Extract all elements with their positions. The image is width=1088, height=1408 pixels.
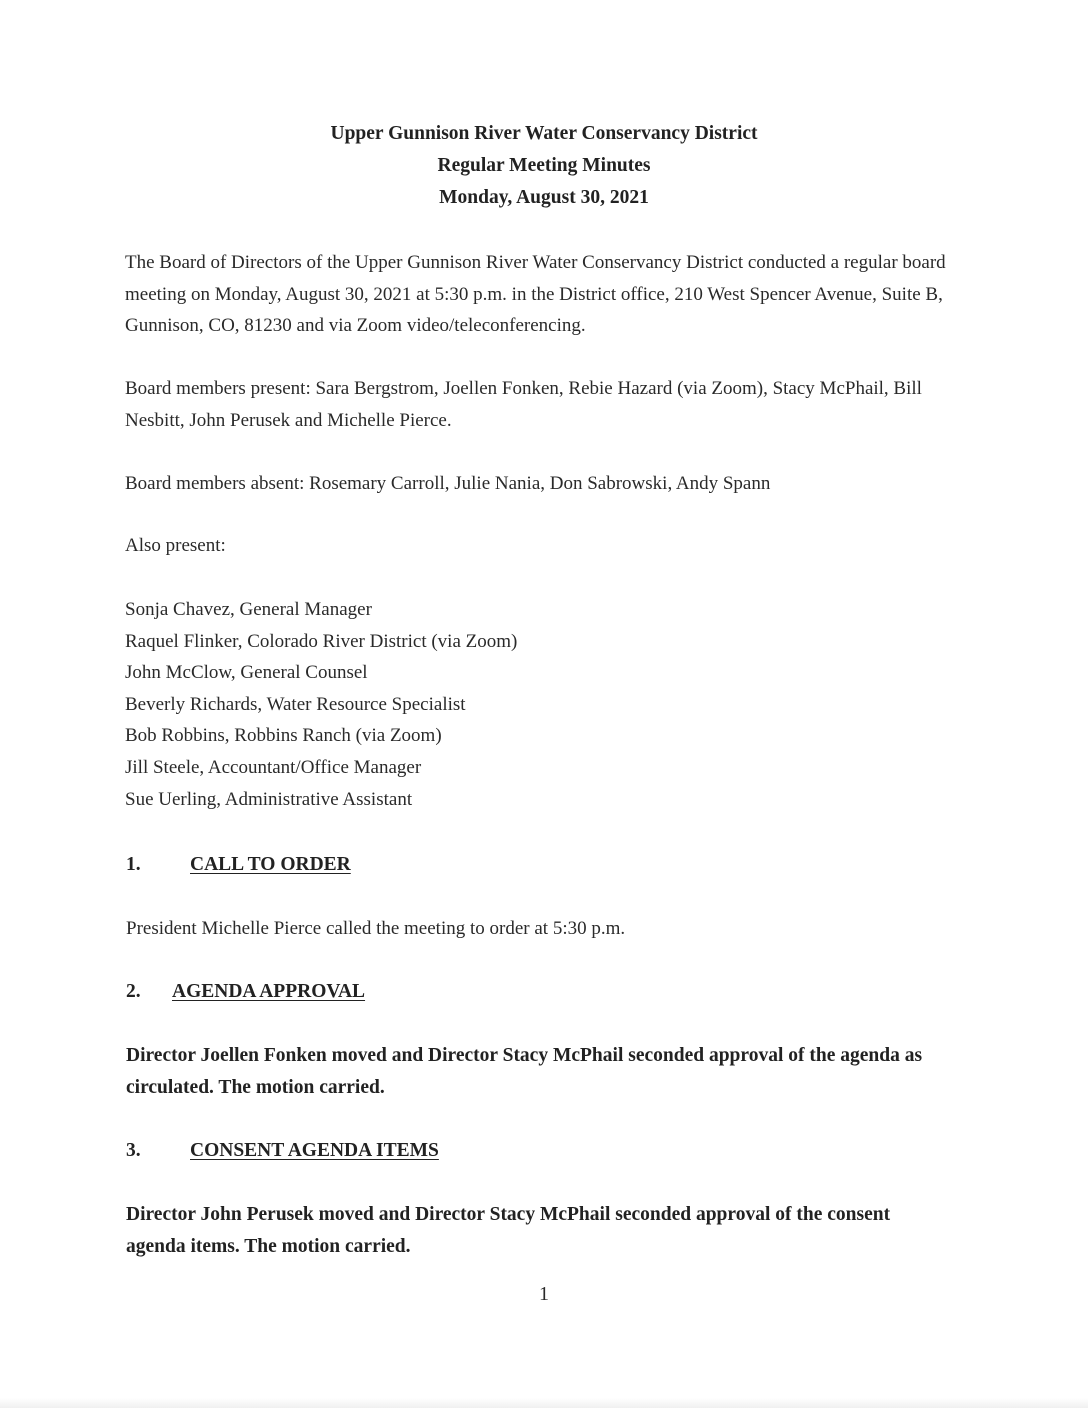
section-title: AGENDA APPROVAL	[172, 981, 366, 1002]
attendee-item: Sonja Chavez, General Manager	[125, 599, 372, 620]
section-number: 2.	[126, 981, 141, 1002]
section-heading-agenda-approval	[126, 978, 365, 1006]
attendee-item: Raquel Flinker, Colorado River District (via Zoom)	[125, 630, 518, 652]
call-to-order-text: President Michelle Pierce called the meeting to order at 5:30 p.m.	[126, 918, 626, 939]
board-members-absent: Board members absent: Rosemary Carroll, Julie Nania, Don Sabrowski, Andy Spann	[125, 473, 771, 494]
attendee-item: Bob Robbins, Robbins Ranch (via Zoom)	[125, 725, 442, 747]
attendee-item: John McClow, General Counsel	[125, 662, 368, 684]
section-title: CALL TO ORDER	[190, 854, 351, 875]
document-title: Regular Meeting Minutes	[437, 155, 651, 176]
intro-paragraph: The Board of Directors of the Upper Gunnison River Water Conservancy District conducted a regular board meeting on Monday, August 30, 2021 at 5:30 p.m. in the District office, 210 West Spencer Avenue, Suite B, Gunnison, CO, 81230 and via Zoom video/teleconferencing.	[125, 252, 946, 336]
attendee-list	[125, 594, 825, 815]
section-heading-call-to-order	[126, 851, 351, 879]
also-present-label: Also present:	[125, 535, 226, 556]
page-number: 1	[539, 1283, 549, 1305]
section-title: CONSENT AGENDA ITEMS	[190, 1140, 439, 1161]
consent-agenda-motion: Director John Perusek moved and Director Stacy McPhail seconded approval of the consent agenda items. The motion carried.	[126, 1204, 891, 1257]
section-heading-consent-agenda	[126, 1137, 439, 1165]
scan-edge	[0, 1398, 1088, 1408]
meeting-date: Monday, August 30, 2021	[439, 187, 649, 208]
document-header	[0, 118, 1088, 214]
board-members-present: Board members present: Sara Bergstrom, Joellen Fonken, Rebie Hazard (via Zoom), Stacy McPhail, Bill Nesbitt, John Perusek and Michelle Pierce.	[125, 378, 922, 431]
attendee-item: Beverly Richards, Water Resource Specialist	[125, 693, 466, 715]
section-number: 3.	[126, 1140, 141, 1161]
attendee-item: Jill Steele, Accountant/Office Manager	[125, 756, 422, 778]
attendee-item: Sue Uerling, Administrative Assistant	[125, 788, 413, 810]
agenda-approval-motion: Director Joellen Fonken moved and Director Stacy McPhail seconded approval of the agenda as circulated. The motion carried.	[126, 1045, 923, 1098]
district-name: Upper Gunnison River Water Conservancy District	[330, 123, 758, 144]
section-number: 1.	[126, 854, 141, 875]
